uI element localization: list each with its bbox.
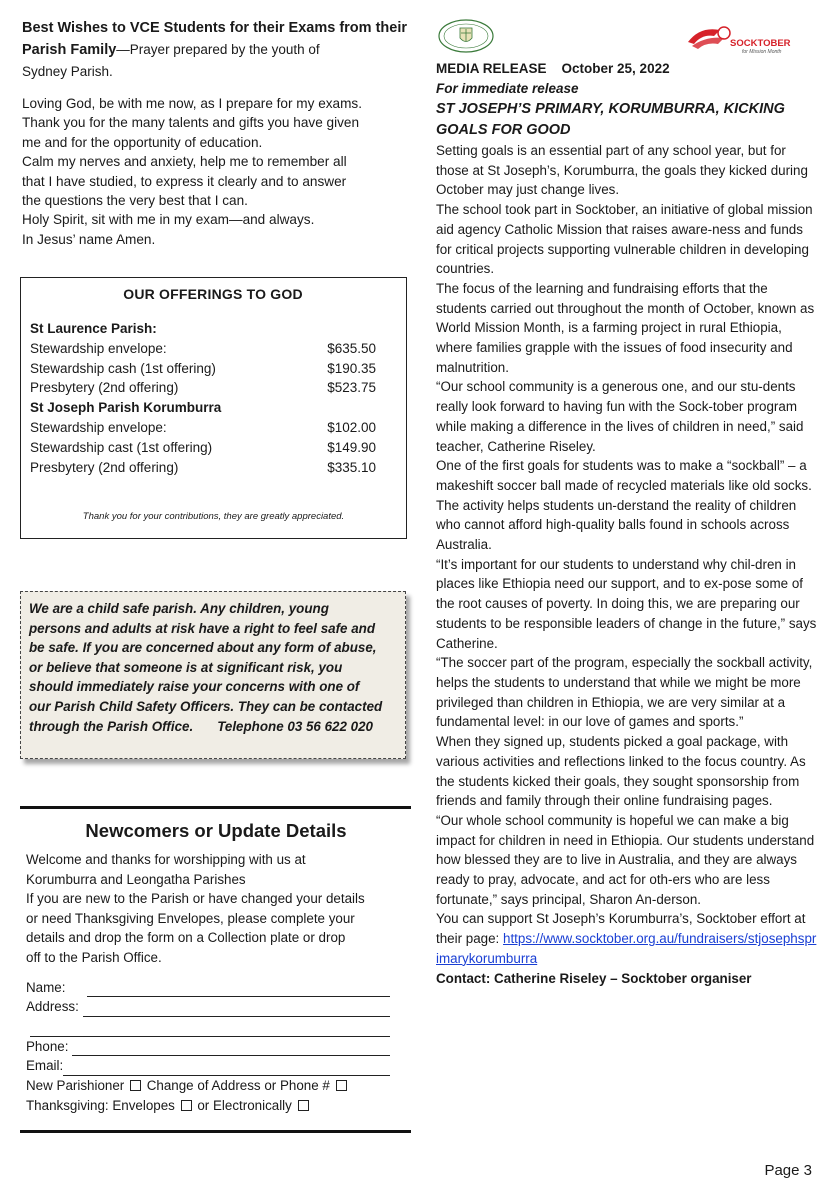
release-line [436,59,818,79]
email-field-row [26,1056,406,1076]
release-paragraph: The focus of the learning and fundraising efforts that the students carried out throughout the month of October, known as World Mission Month, is a farming project in rural Ethiopia, where families grapple with the issues of food insecurity and malnutrition. [436,280,815,375]
offerings-box [20,277,407,539]
email-field[interactable] [63,1060,390,1076]
newcomers-intro-line: If you are new to the Parish or have changed your details [26,891,365,907]
page-number: Page 3 [764,1162,812,1179]
phone-field[interactable] [72,1040,390,1056]
envelopes-checkbox[interactable] [181,1100,192,1111]
newcomers-intro-line: Welcome and thanks for worshipping with us at [26,852,306,867]
newcomers-top-rule [20,806,411,809]
offerings-list [30,319,396,477]
newcomers-form [26,818,406,1115]
offering-amount: $190.35 [327,360,376,376]
release-paragraph: “Our whole school community is hopeful we can make a big impact for children in need in Ethiopia. Our students understand how blessed they are to live in Australia, and they are always ready to pray, advocate, and act for oth-ers who are less fortunate,” says principal, Sharon An-derson. [436,812,815,907]
support-paragraph [436,909,818,968]
media-header [436,59,818,141]
prayer-line: me and for the opportunity of education. [22,134,263,150]
name-field[interactable] [87,981,390,997]
phone-label: Phone: [26,1038,69,1054]
release-headline: ST JOSEPH’S PRIMARY, KORUMBURRA, KICKING GOALS FOR GOOD [436,101,785,138]
prayer-subtitle: —Prayer prepared by the youth of [116,42,320,57]
address-field-line-2[interactable] [30,1021,390,1037]
release-paragraph: One of the first goals for students was to make a “sockball” – a makeshift soccer ball made of recycled materials like old socks. The activity helps students un-derstand the reality of children who cannot afford high-quality balls found in schools across Australia. [436,458,812,553]
offering-row [30,378,396,398]
offerings-parish-heading: St Joseph Parish Korumburra [30,400,222,416]
offering-row [30,339,396,359]
name-field-row [26,978,406,998]
child-safe-line: be safe. If you are concerned about any form of abuse, [29,640,377,656]
offering-amount: $635.50 [327,340,376,356]
offering-amount: $102.00 [327,419,376,435]
release-label: MEDIA RELEASE [436,61,547,76]
child-safe-line [29,717,399,737]
child-safe-line: We are a child safe parish. Any children, young [29,601,329,616]
child-safe-notice [20,591,406,759]
release-contact: Contact: Catherine Riseley – Socktober organiser [436,970,752,986]
child-safe-office: through the Parish Office. [29,718,194,734]
prayer-title-text: Best Wishes to VCE Students for their Exams from their Parish Family [22,20,408,58]
address-label: Address: [26,999,79,1015]
offerings-title: OUR OFFERINGS TO GOD [123,286,303,302]
prayer-line: that I have studied, to express it clearly and to answer [22,173,347,189]
release-paragraph: “Our school community is a generous one, and our stu-dents really look forward to having fun with the Sock-tober program while making a difference in the lives of children in need,” said teacher, Catherine Riseley. [436,379,804,454]
release-paragraph: The school took part in Socktober, an initiative of global mission aid agency Catholic Mission that raises aware-ness and funds for critical projects supporting vulnerable children in developing countries. [436,202,813,277]
prayer-line: In Jesus’ name Amen. [22,231,156,247]
release-body [436,141,818,988]
phone-field-row [26,1037,406,1057]
offering-amount: $523.75 [327,380,376,396]
prayer-section [22,18,412,249]
support-text: You can support St Joseph’s Korumburra’s, Socktober effort at their page: [436,911,806,947]
socktober-tagline: for Mission Month [742,49,782,55]
prayer-line: Holy Spirit, sit with me in my exam—and always. [22,212,315,228]
newcomers-title: Newcomers or Update Details [85,820,347,841]
offerings-thanks: Thank you for your contributions, they are greatly appreciated. [82,511,345,522]
address-field[interactable] [83,1001,390,1017]
electronically-label: or Electronically [197,1097,292,1113]
offering-row [30,418,396,438]
prayer-parish: Sydney Parish. [22,64,113,79]
offering-row [30,458,396,478]
logo-bar [436,18,818,58]
child-safe-line: or believe that someone is at significant risk, you [29,659,343,675]
prayer-body [22,94,412,249]
offering-row [30,438,396,458]
prayer-line: the questions the very best that I can. [22,193,248,209]
prayer-line: Thank you for the many talents and gifts you have given [22,115,360,131]
address-field-row [26,997,406,1017]
offering-label: Presbytery (2nd offering) [30,459,179,475]
release-paragraph: Setting goals is an essential part of any school year, but for those at St Joseph’s, Korumburra, the goals they kicked during October may just change lives. [436,143,808,198]
immediate-release: For immediate release [436,81,579,96]
thanksgiving-options [26,1096,406,1116]
child-safe-line: our Parish Child Safety Officers. They can be contacted [29,698,383,714]
offering-label: Stewardship cast (1st offering) [30,439,213,455]
newcomers-intro-line: Korumburra and Leongatha Parishes [26,871,246,887]
offering-row [30,359,396,379]
release-date: October 25, 2022 [561,61,670,76]
new-parishioner-checkbox[interactable] [130,1080,141,1091]
newcomers-intro-line: or need Thanksgiving Envelopes, please complete your [26,910,355,926]
school-crest-icon [436,18,496,54]
offering-label: Stewardship envelope: [30,340,167,356]
prayer-line: Calm my nerves and anxiety, help me to remember all [22,154,347,170]
release-paragraph: “The soccer part of the program, especially the sockball activity, helps the students to understand that while we might be more privileged than children in Ethiopia, we are very similar at a fundamental level: in our love of games and sports.” [436,655,813,730]
newcomers-intro-line: details and drop the form on a Collection plate or drop [26,930,346,946]
thanksgiving-envelopes-label: Thanksgiving: Envelopes [26,1097,175,1113]
release-paragraph: When they signed up, students picked a goal package, with various activities and reflections linked to the focus country. As the students kicked their goals, they sought sponsorship from friends and family through their online fundraising pages. [436,734,806,809]
address-line-2-row [26,1017,406,1037]
update-options [26,1076,406,1096]
media-release-section [436,18,818,988]
newcomers-intro-line: off to the Parish Office. [26,949,162,965]
child-safe-telephone: Telephone 03 56 622 020 [217,718,374,734]
email-label: Email: [26,1058,64,1074]
offerings-parish-heading: St Laurence Parish: [30,321,157,336]
offering-amount: $149.90 [327,439,376,455]
offering-label: Stewardship envelope: [30,419,167,435]
change-details-label: Change of Address or Phone # [146,1077,330,1093]
socktober-logo-text: SOCKTOBER [730,38,791,49]
offering-label: Stewardship cash (1st offering) [30,360,216,376]
socktober-logo [680,22,796,56]
offering-amount: $335.10 [327,459,376,475]
child-safe-line: should immediately raise your concerns with one of [29,679,360,695]
new-parishioner-label: New Parishioner [26,1077,125,1093]
child-safe-line: persons and adults at risk have a right to feel safe and [29,620,376,636]
fundraising-link[interactable]: https://www.socktober.org.au/fundraisers/stjosephsprimarykorumburra [436,931,817,966]
offering-label: Presbytery (2nd offering) [30,380,179,396]
name-label: Name: [26,979,66,995]
change-details-checkbox[interactable] [336,1080,347,1091]
release-paragraph: “It’s important for our students to understand why chil-dren in places like Ethiopia need our support, and to ex-pose some of the root causes of poverty. In doing this, we are preparing our students to be responsible leaders of change in the future,” says Catherine. [436,556,817,651]
prayer-title [22,18,412,82]
prayer-line: Loving God, be with me now, as I prepare for my exams. [22,96,363,111]
electronically-checkbox[interactable] [298,1100,309,1111]
newcomers-bottom-rule [20,1130,411,1133]
